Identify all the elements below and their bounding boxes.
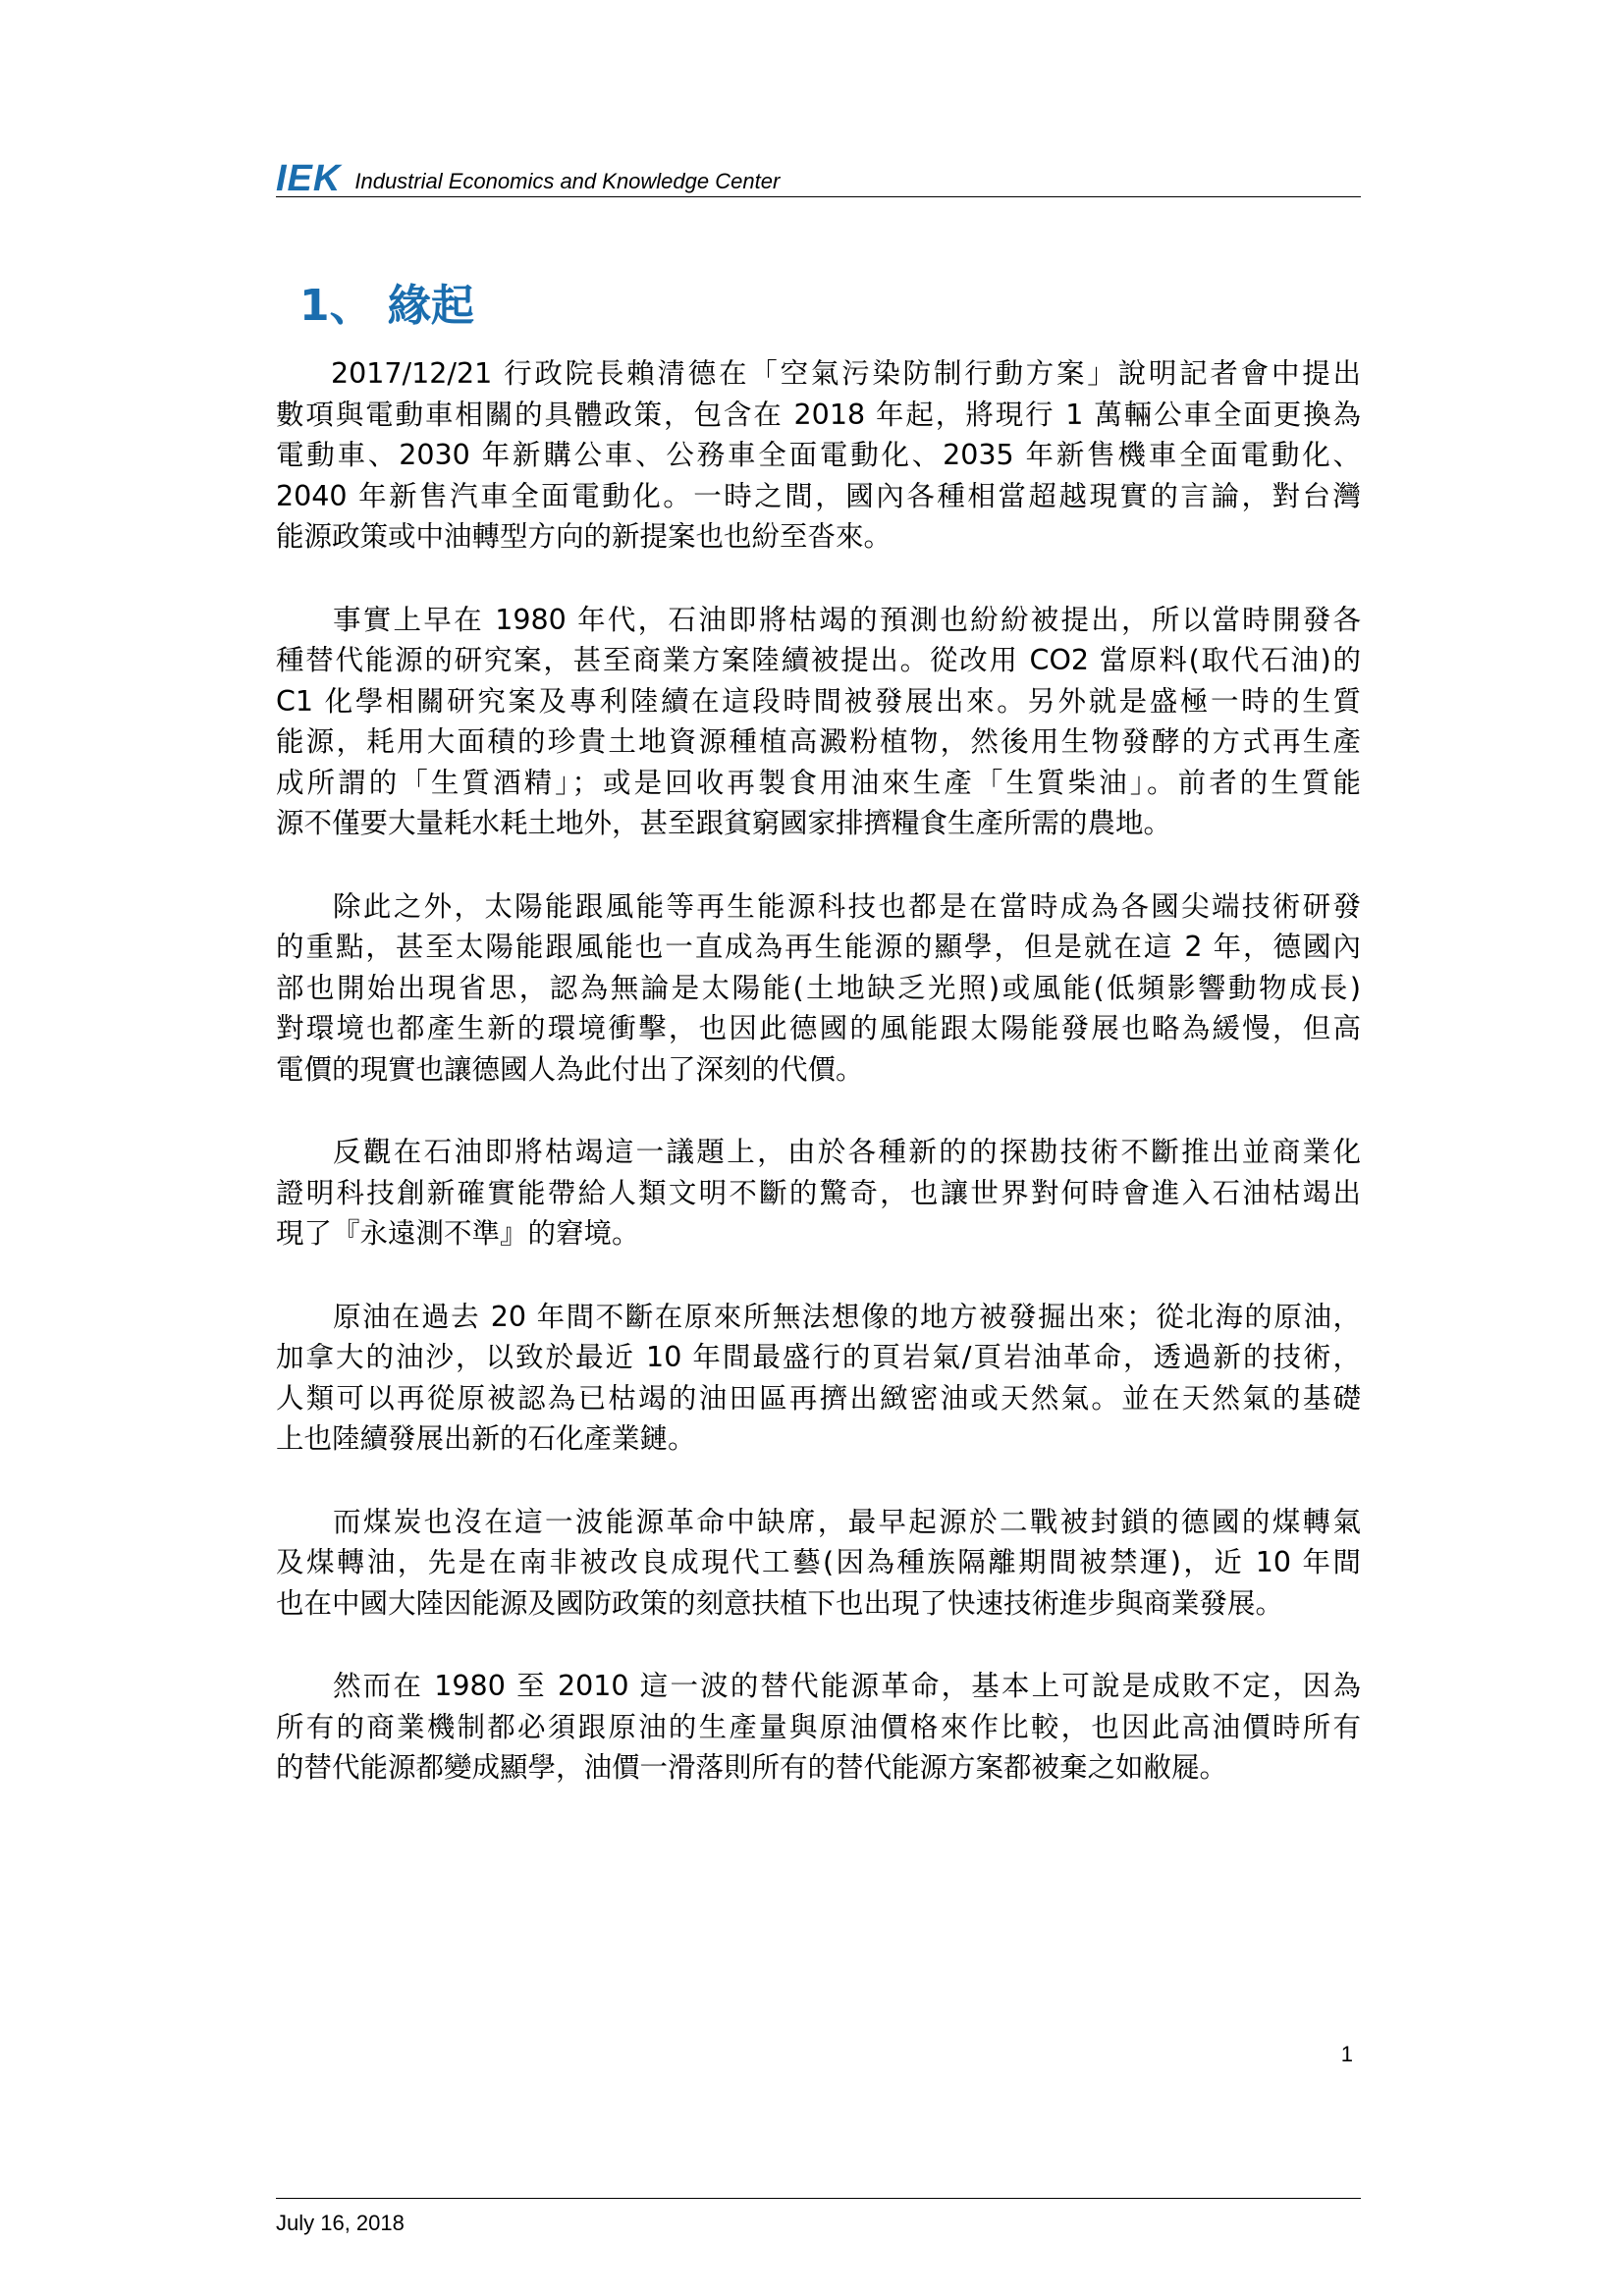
footer-date: July 16, 2018 xyxy=(276,2211,405,2235)
text-line: 能源，耗用大面積的珍貴土地資源種植高澱粉植物，然後用生物發酵的方式再生產 xyxy=(276,725,1361,758)
text-line: 對環境也都產生新的環境衝擊，也因此德國的風能跟太陽能發展也略為緩慢，但高 xyxy=(276,1012,1361,1044)
paragraph-2 xyxy=(276,600,1361,844)
body-text xyxy=(276,353,1361,1831)
text-line: 證明科技創新確實能帶給人類文明不斷的驚奇，也讓世界對何時會進入石油枯竭出 xyxy=(276,1176,1361,1209)
text-line: 2040 年新售汽車全面電動化。一時之間，國內各種相當超越現實的言論，對台灣 xyxy=(276,479,1361,512)
text-line: 電動車、2030 年新購公車、公務車全面電動化、2035 年新售機車全面電動化、 xyxy=(276,439,1361,471)
text-line: 種替代能源的研究案，甚至商業方案陸續被提出。從改用 CO2 當原料(取代石油)的 xyxy=(276,644,1361,676)
header-subtitle: Industrial Economics and Knowledge Center xyxy=(354,169,781,193)
text-line: 所有的商業機制都必須跟原油的生產量與原油價格來作比較，也因此高油價時所有 xyxy=(276,1710,1361,1743)
text-line: 2017/12/21 行政院長賴清德在「空氣污染防制行動方案」說明記者會中提出 xyxy=(331,357,1361,390)
text-line: 及煤轉油，先是在南非被改良成現代工藝(因為種族隔離期間被禁運)，近 10 年間 xyxy=(276,1546,1361,1578)
text-line: 成所謂的「生質酒精」；或是回收再製食用油來生產「生質柴油」。前者的生質能 xyxy=(276,766,1361,799)
page-header xyxy=(276,152,1361,197)
text-line: 而煤炭也沒在這一波能源革命中缺席，最早起源於二戰被封鎖的德國的煤轉氣 xyxy=(333,1505,1361,1538)
text-line: 電價的現實也讓德國人為此付出了深刻的代價。 xyxy=(276,1052,864,1086)
paragraph-1 xyxy=(276,353,1361,558)
text-line: 然而在 1980 至 2010 這一波的替代能源革命，基本上可說是成敗不定，因為 xyxy=(333,1670,1361,1702)
text-line: 也在中國大陸因能源及國防政策的刻意扶植下也出現了快速技術進步與商業發展。 xyxy=(276,1586,1284,1620)
paragraph-6 xyxy=(276,1502,1361,1625)
text-line: 加拿大的油沙，以致於最近 10 年間最盛行的頁岩氣/頁岩油革命，透過新的技術， xyxy=(276,1341,1361,1373)
paragraph-4 xyxy=(276,1132,1361,1255)
text-line: 源不僅要大量耗水耗土地外，甚至跟貧窮國家排擠糧食生產所需的農地。 xyxy=(276,807,1172,839)
text-line: 部也開始出現省思，認為無論是太陽能(土地缺乏光照)或風能(低頻影響動物成長) xyxy=(276,971,1361,1004)
paragraph-3 xyxy=(276,886,1361,1091)
header-divider xyxy=(276,196,1361,197)
text-line: 事實上早在 1980 年代，石油即將枯竭的預測也紛紛被提出，所以當時開發各 xyxy=(333,603,1361,636)
text-line: 反觀在石油即將枯竭這一議題上，由於各種新的的探勘技術不斷推出並商業化 xyxy=(333,1136,1361,1168)
paragraph-5 xyxy=(276,1297,1361,1460)
text-line: 的重點，甚至太陽能跟風能也一直成為再生能源的顯學，但是就在這 2 年，德國內 xyxy=(276,931,1361,963)
text-line: 人類可以再從原被認為已枯竭的油田區再擠出緻密油或天然氣。並在天然氣的基礎 xyxy=(276,1381,1361,1415)
text-line: C1 化學相關研究案及專利陸續在這段時間被發展出來。另外就是盛極一時的生質 xyxy=(276,684,1361,718)
text-line: 原油在過去 20 年間不斷在原來所無法想像的地方被發掘出來；從北海的原油， xyxy=(333,1300,1361,1333)
page-number: 1 xyxy=(1340,2042,1353,2066)
text-line: 數項與電動車相關的具體政策，包含在 2018 年起，將現行 1 萬輛公車全面更換為 xyxy=(276,398,1361,431)
iek-logo: IEK xyxy=(276,158,342,199)
footer-divider xyxy=(276,2198,1361,2199)
text-line: 能源政策或中油轉型方向的新提案也也紛至沓來。 xyxy=(276,520,893,553)
text-line: 除此之外，太陽能跟風能等再生能源科技也都是在當時成為各國尖端技術研發 xyxy=(333,889,1361,923)
paragraph-7 xyxy=(276,1666,1361,1789)
section-title: 1、 緣起 xyxy=(299,281,474,331)
text-line: 現了『永遠測不準』的窘境。 xyxy=(276,1217,640,1250)
text-line: 的替代能源都變成顯學，油價一滑落則所有的替代能源方案都被棄之如敝屣。 xyxy=(276,1751,1228,1784)
text-line: 上也陸續發展出新的石化產業鏈。 xyxy=(276,1422,696,1455)
